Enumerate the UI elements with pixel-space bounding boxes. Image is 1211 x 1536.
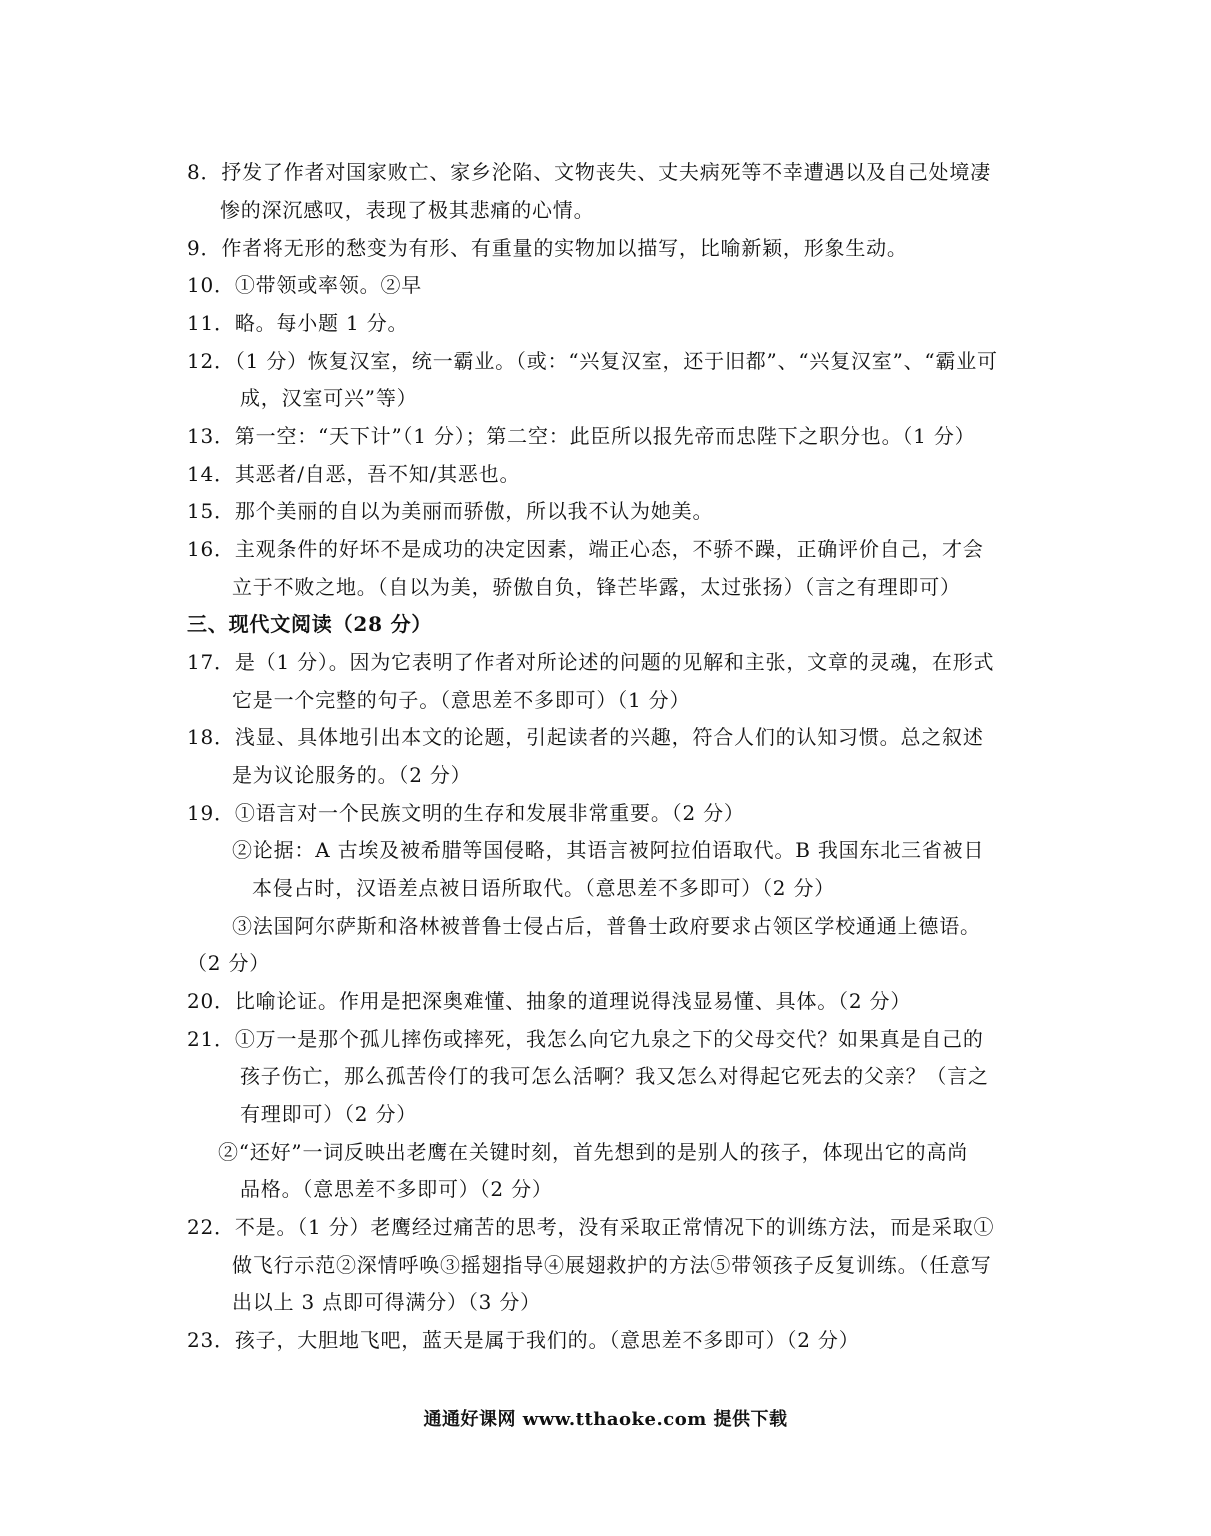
answer-22-line-1: 22．不是。（1 分）老鹰经过痛苦的思考，没有采取正常情况下的训练方法，而是采取① [187, 1215, 995, 1239]
answer-19-line-5: （2 分） [187, 951, 271, 975]
answer-18-line-1: 18．浅显、具体地引出本文的论题，引起读者的兴趣，符合人们的认知习惯。总之叙述 [187, 725, 984, 749]
answer-9: 9．作者将无形的愁变为有形、有重量的实物加以描写，比喻新颖，形象生动。 [187, 236, 908, 260]
answer-16-line-2: 立于不败之地。（自以为美，骄傲自负，锋芒毕露，太过张扬）（言之有理即可） [232, 575, 961, 599]
answer-13: 13．第一空：“天下计”（1 分）；第二空：此臣所以报先帝而忠陛下之职分也。（1 分） [187, 424, 976, 448]
answer-15: 15．那个美丽的自以为美丽而骄傲，所以我不认为她美。 [187, 499, 714, 523]
answer-21-line-5: 品格。（意思差不多即可）（2 分） [240, 1177, 553, 1201]
answer-22-line-3: 出以上 3 点即可得满分）（3 分） [232, 1290, 541, 1314]
page-footer: 通通好课网 www.tthaoke.com 提供下载 [423, 1409, 788, 1430]
answer-18-line-2: 是为议论服务的。（2 分） [232, 763, 472, 787]
answer-19-line-3: 本侵占时，汉语差点被日语所取代。（意思差不多即可）（2 分） [252, 876, 836, 900]
answer-12-line-2: 成，汉室可兴”等） [240, 386, 418, 410]
answer-17-line-2: 它是一个完整的句子。（意思差不多即可）（1 分） [232, 688, 691, 712]
answer-11: 11．略。每小题 1 分。 [187, 311, 409, 335]
answer-19-line-2: ②论据：A 古埃及被希腊等国侵略，其语言被阿拉伯语取代。B 我国东北三省被日 [232, 838, 985, 862]
answer-20: 20．比喻论证。作用是把深奥难懂、抽象的道理说得浅显易懂、具体。（2 分） [187, 989, 912, 1013]
answer-17-line-1: 17．是（1 分）。因为它表明了作者对所论述的问题的见解和主张，文章的灵魂，在形式 [187, 650, 995, 674]
answer-21-line-4: ②“还好”一词反映出老鹰在关键时刻，首先想到的是别人的孩子，体现出它的高尚 [218, 1140, 969, 1164]
answer-14: 14．其恶者/自恶，吾不知/其恶也。 [187, 462, 521, 486]
answer-19-line-1: 19．①语言对一个民族文明的生存和发展非常重要。（2 分） [187, 801, 745, 825]
answer-8-line-2: 惨的深沉感叹，表现了极其悲痛的心情。 [220, 198, 595, 222]
answer-21-line-3: 有理即可）（2 分） [240, 1102, 418, 1126]
answer-19-line-4: ③法国阿尔萨斯和洛林被普鲁士侵占后，普鲁士政府要求占领区学校通通上德语。 [232, 914, 981, 938]
answer-8-line-1: 8．抒发了作者对国家败亡、家乡沦陷、文物丧失、丈夫病死等不幸遭遇以及自己处境凄 [187, 160, 991, 184]
answer-23: 23．孩子，大胆地飞吧，蓝天是属于我们的。（意思差不多即可）（2 分） [187, 1328, 860, 1352]
answer-10: 10．①带领或率领。②早 [187, 273, 423, 297]
section-heading-modern-reading: 三、现代文阅读（28 分） [187, 612, 433, 636]
answer-21-line-2: 孩子伤亡，那么孤苦伶仃的我可怎么活啊？我又怎么对得起它死去的父亲？（言之 [240, 1064, 989, 1088]
answer-16-line-1: 16．主观条件的好坏不是成功的决定因素，端正心态，不骄不躁，正确评价自己，才会 [187, 537, 984, 561]
answer-12-line-1: 12．（1 分）恢复汉室，统一霸业。（或：“兴复汉室，还于旧都”、“兴复汉室”、“霸业可 [187, 349, 998, 373]
answer-21-line-1: 21．①万一是那个孤儿摔伤或摔死，我怎么向它九泉之下的父母交代？如果真是自己的 [187, 1027, 984, 1051]
answer-22-line-2: 做飞行示范②深情呼唤③摇翅指导④展翅救护的方法⑤带领孩子反复训练。（任意写 [232, 1253, 992, 1277]
